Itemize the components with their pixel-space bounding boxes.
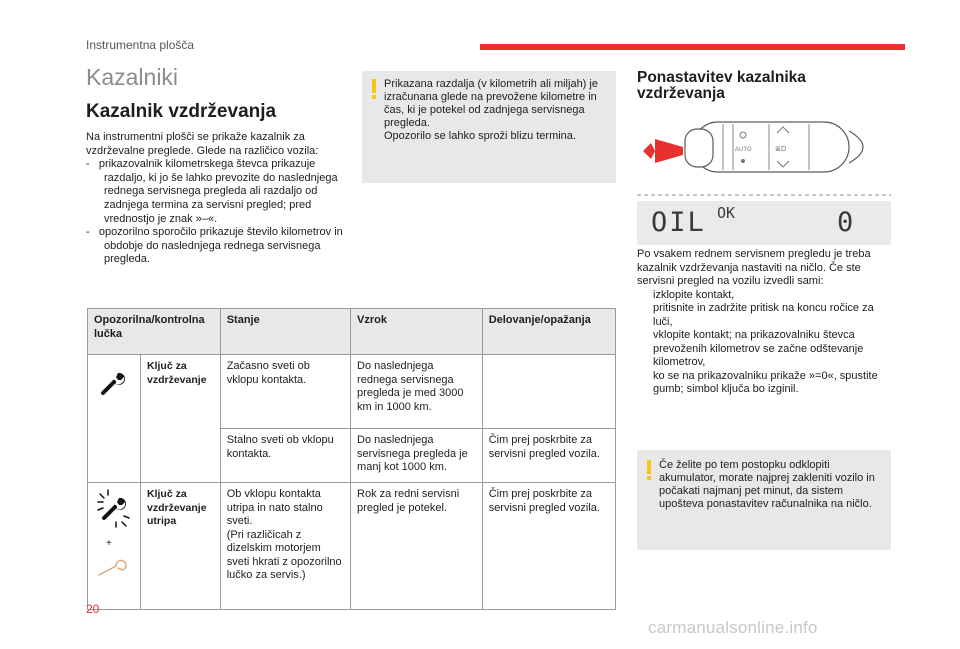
lamp-label: Ključ za vzdrževanje <box>141 355 221 483</box>
intro-text <box>86 131 344 267</box>
flashing-wrench-icon <box>94 488 134 534</box>
wrench-icon <box>99 368 129 398</box>
right-heading: Ponastavitev kazalnika vzdrževanja <box>637 69 806 102</box>
th-action: Delovanje/opažanja <box>482 309 615 355</box>
cause-cell: Do naslednjega servisnega pregleda je manj kot 1000 km. <box>351 429 483 483</box>
icon-cell <box>88 355 141 483</box>
section-header: Instrumentna plošča <box>86 38 195 52</box>
display-panel <box>637 201 891 245</box>
info-bottom-text: Če želite po tem postopku odklopiti akumulator, morate najprej zakleniti vozilo in počakati najmanj pet minut, da sistem upošteva ponastavitev računalnika na ničlo. <box>659 459 875 510</box>
table-row <box>88 355 616 429</box>
info-box-bottom <box>637 450 891 550</box>
cause-cell: Rok za redni servisni pregled je potekel. <box>351 483 483 610</box>
icon-cell <box>88 483 141 610</box>
action-cell: Čim prej poskrbite za servisni pregled vozila. <box>482 483 615 610</box>
reset-step: vklopite kontakt; na prikazovalniku števca prevoženih kilometrov se začne odštevanje kilometrov, <box>653 329 864 368</box>
state-cell: Začasno sveti ob vklopu kontakta. <box>220 355 350 429</box>
headlight-icon: ≣D <box>775 145 787 153</box>
main-heading: Kazalnik vzdrževanja <box>86 101 277 122</box>
state-cell: Stalno sveti ob vklopu kontakta. <box>220 429 350 483</box>
info-bar-dot <box>372 95 376 99</box>
action-cell <box>482 355 615 429</box>
intro-item: - opozorilno sporočilo prikazuje število kilometrov in obdobje do naslednjega rednega servisnega pregleda. <box>86 226 343 266</box>
info-box-top <box>362 71 616 183</box>
plus-symbol: + <box>106 537 112 549</box>
intro-item: - prikazovalnik kilometrskega števca prikazuje razdaljo, ki jo še lahko prevozite do naslednjega rednega servisnega pregleda ali razdaljo od zadnjega termina za servisni pregled; pred vrednostjo je znak »–«. <box>86 158 338 225</box>
info-top-line2: Opozorilo se lahko sproži blizu termina. <box>384 130 576 142</box>
reset-step: pritisnite in zadržite pritisk na koncu ročice za luči, <box>653 302 874 328</box>
info-top-line1: Prikazana razdalja (v kilometrih ali miljah) je izračunana glede na prevožene kilometre in čas, ki je potekel od zadnjega servisnega pregleda. <box>384 78 598 129</box>
warning-lights-table <box>87 308 616 610</box>
chapter-title: Kazalniki <box>86 64 179 90</box>
state-cell: Ob vklopu kontakta utripa in nato stalno sveti. (Pri različicah z dizelskim motorjem sveti hkrati z opozorilno lučko za servis.) <box>220 483 350 610</box>
lamp-label: Ključ za vzdrževanje utripa <box>141 483 221 610</box>
reset-instructions <box>637 248 892 397</box>
action-cell: Čim prej poskrbite za servisni pregled vozila. <box>482 429 615 483</box>
intro-lead: Na instrumentni plošči se prikaže kazalnik za vzdrževalne preglede. Glede na različico vozila: <box>86 131 319 157</box>
th-cause: Vzrok <box>351 309 483 355</box>
header-red-rule <box>480 44 905 50</box>
reset-lead: Po vsakem rednem servisnem pregledu je treba kazalnik vzdrževanja nastaviti na ničlo. Če ste servisni pregled na vozilu izvedli sami: <box>637 248 871 287</box>
watermark: carmanualsonline.info <box>648 618 818 637</box>
display-ok: OK <box>717 204 736 222</box>
info-bar-dot <box>647 476 651 480</box>
info-bar <box>647 460 651 474</box>
th-lamp: Opozorilna/kontrolna lučka <box>88 309 221 355</box>
table-header-row <box>88 309 616 355</box>
auto-label: AUTO <box>735 147 752 153</box>
display-counter: 0 <box>837 207 854 238</box>
reset-step: ko se na prikazovalniku prikaže »=0«, spustite gumb; simbol ključa bo izginil. <box>653 369 878 395</box>
red-arrow-icon <box>655 139 683 163</box>
stalk-figure <box>637 113 891 263</box>
display-oil: OIL <box>651 207 706 238</box>
cause-cell: Do naslednjega rednega servisnega pregleda je med 3000 km in 1000 km. <box>351 355 483 429</box>
page-number: 20 <box>86 602 100 616</box>
info-bar <box>372 79 376 93</box>
wrench-outline-icon <box>96 557 132 579</box>
reset-step: izklopite kontakt, <box>653 288 735 301</box>
th-state: Stanje <box>220 309 350 355</box>
table-row <box>88 483 616 610</box>
